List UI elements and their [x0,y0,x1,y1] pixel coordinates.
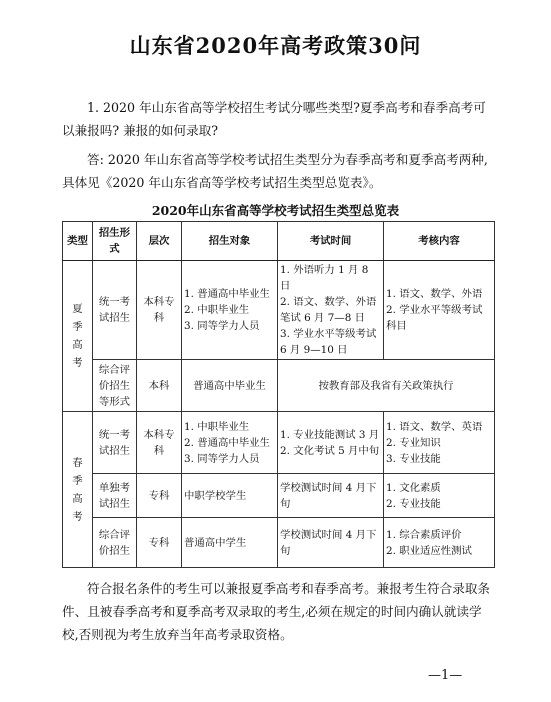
cell-level: 本科专科 [137,261,182,360]
cell-form: 统一考试招生 [93,412,137,474]
header-level: 层次 [137,222,182,261]
cell-form: 综合评价招生等形式 [93,360,137,412]
cell-time: 学校测试时间 4 月下旬 [278,518,384,568]
cell-level: 本科 [137,360,182,412]
cell-time: 1. 外语听力 1 月 8 日 2. 语文、数学、外语笔试 6 月 7—8 日 3. 学业水平等级考试 6 月 9—10 日 [278,261,384,360]
category-spring: 春季高考 [63,412,93,568]
cell-merged-policy: 按教育部及我省有关政策执行 [278,360,495,412]
cell-level: 本科专科 [137,412,182,474]
page-title: 山东省2020年高考政策30问 [129,33,422,58]
table-caption: 2020年山东省高等学校考试招生类型总览表 [151,203,400,218]
cell-time: 1. 专业技能测试 3 月 2. 文化考试 5 月中旬 [278,412,384,474]
cell-content: 1. 文化素质 2. 专业技能 [384,474,495,518]
header-form: 招生形式 [93,222,137,261]
header-time: 考试时间 [278,222,384,261]
header-target: 招生对象 [182,222,278,261]
closing-paragraph: 符合报名条件的考生可以兼报夏季高考和春季高考。兼报考生符合录取条件、且被春季高考和夏季高考双录取的考生,必须在规定的时间内确认就读学校,否则视为考生放弃当年高考录取资格。 [62,581,490,642]
cell-target: 中职学校学生 [182,474,278,518]
answer-paragraph: 答: 2020 年山东省高等学校考试招生类型分为春季高考和夏季高考两种,具体见《2020 年山东省高等学校考试招生类型总览表》。 [62,152,488,190]
exam-types-table [62,221,495,568]
table-row [63,518,495,568]
cell-form: 统一考试招生 [93,261,137,360]
table-row [63,261,495,360]
page-number: —1— [428,668,463,683]
cell-level: 专科 [137,474,182,518]
cell-form: 单独考试招生 [93,474,137,518]
cell-target: 普通高中学生 [182,518,278,568]
cell-target: 普通高中毕业生 [182,360,278,412]
cell-content: 1. 语文、数学、英语 2. 专业知识 3. 专业技能 [384,412,495,474]
cell-content: 1. 综合素质评价 2. 职业适应性测试 [384,518,495,568]
cell-content: 1. 语文、数学、外语 2. 学业水平等级考试科目 [384,261,495,360]
cell-target: 1. 中职毕业生 2. 普通高中毕业生 3. 同等学力人员 [182,412,278,474]
question-paragraph: 1. 2020 年山东省高等学校招生考试分哪些类型?夏季高考和春季高考可以兼报吗? 兼报的如何录取? [62,100,486,138]
cell-form: 综合评价招生 [93,518,137,568]
header-type: 类型 [63,222,93,261]
header-content: 考核内容 [384,222,495,261]
cell-time: 学校测试时间 4 月下旬 [278,474,384,518]
table-header-row [63,222,495,261]
category-summer: 夏季高考 [63,261,93,412]
cell-level: 专科 [137,518,182,568]
table-row [63,474,495,518]
cell-target: 1. 普通高中毕业生 2. 中职毕业生 3. 同等学力人员 [182,261,278,360]
table-row [63,360,495,412]
table-row [63,412,495,474]
